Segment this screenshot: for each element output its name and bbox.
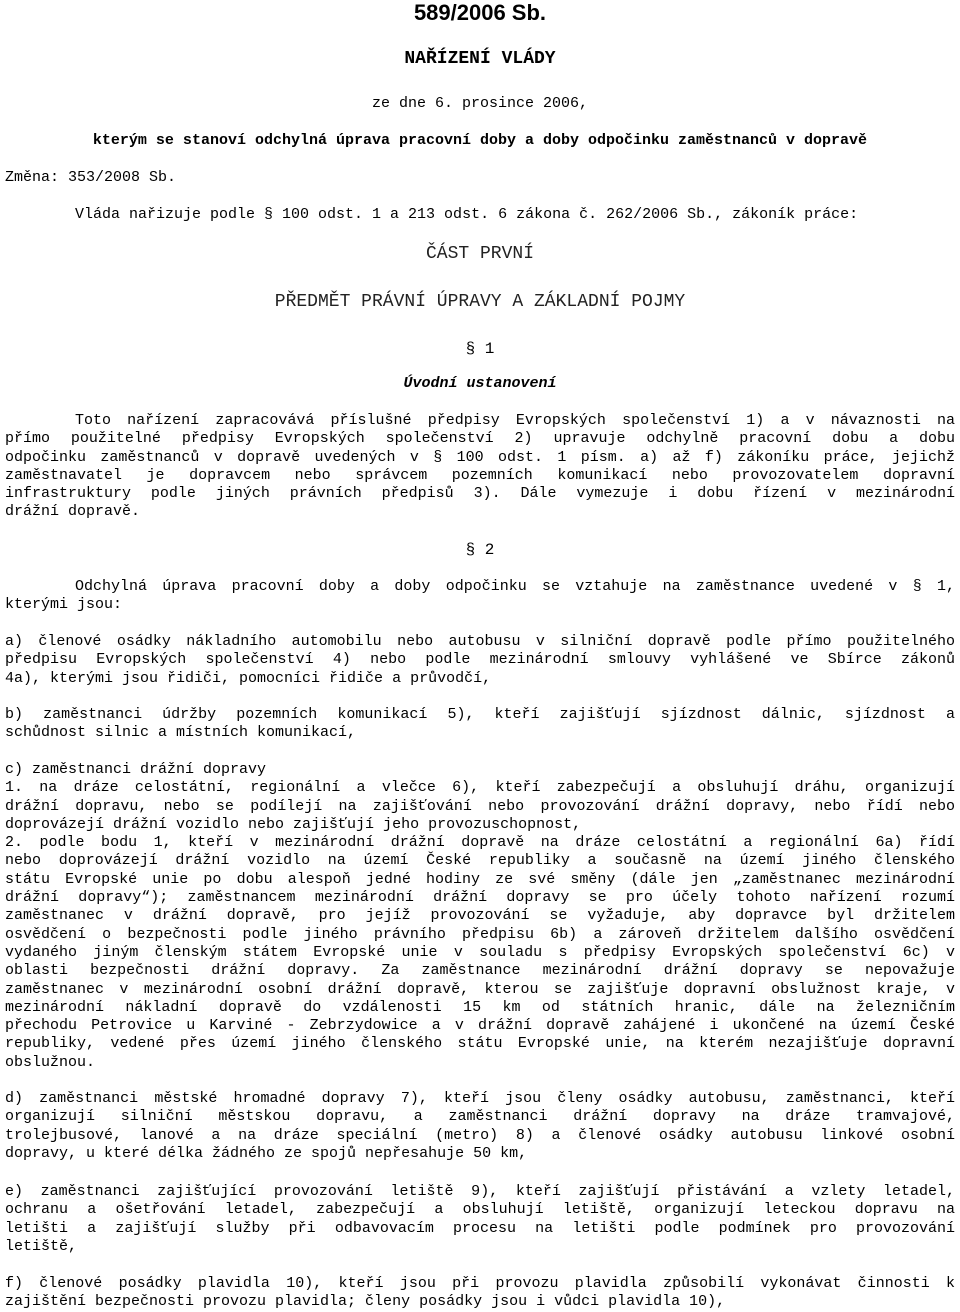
item-f <box>5 1275 955 1312</box>
text-line: b) zaměstnanci údržby pozemních komunikací 5), kteří zajišťují sjízdnost dálnic, sjízdnost a <box>5 706 955 723</box>
text-line: obslužnou. <box>5 1053 96 1071</box>
regulation-type: NAŘÍZENÍ VLÁDY <box>404 49 556 69</box>
text-line: dopravy, u které délka žádného ze spojů nepřesahuje 50 km, <box>5 1144 528 1162</box>
preamble: Vláda nařizuje podle § 100 odst. 1 a 213 odst. 6 zákona č. 262/2006 Sb., zákoník práce: <box>75 206 859 223</box>
section-1-sign: § 1 <box>465 340 495 358</box>
text-line: a) členové osádky nákladního automobilu nebo autobusu v silniční dopravě podle přímo použitelného <box>5 633 955 650</box>
text-line: doprovázejí drážní vozidlo nebo zajišťují jeho provozuschopnost, <box>5 815 582 833</box>
text-line: 4a), kterými jsou řidiči, pomocníci řidiče a průvodčí, <box>5 669 492 687</box>
text-line: republiky, vedené přes území jiného členského státu Evropské unie, na kterém nezajišťuje dopravní <box>5 1035 955 1053</box>
text-line: letiště, <box>5 1237 78 1255</box>
text-line: státu Evropské unie po dobu alespoň jedné hodiny ze své směny (dále jen „zaměstnanec mezinárodní <box>5 870 955 888</box>
text-line: zajištění bezpečnosti provozu plavidla; členy posádky jsou i vůdci plavidla 10), <box>5 1293 726 1311</box>
text-line: ochranu a ošetřování letadel, zabezpečují a obsluhují letiště, organizují leteckou dopravu na <box>5 1201 955 1219</box>
regulation-number: 589/2006 Sb. <box>413 0 547 25</box>
text-line: kterými jsou: <box>5 596 123 614</box>
text-line: f) členové posádky plavidla 10), kteří jsou při provozu plavidla způsobilí vykonávat činnosti k <box>5 1275 955 1292</box>
text-line: drážní dopravu, nebo se podílejí na zajišťování nebo provozování drážní dopravy, nebo řídí nebo <box>5 797 955 815</box>
section-2-sign: § 2 <box>465 541 495 559</box>
text-line: 1. na dráze celostátní, regionální a vlečce 6), kteří zabezpečují a obsluhují dráhu, organizují <box>5 779 955 797</box>
text-line: d) zaměstnanci městské hromadné dopravy 7), kteří jsou členy osádky autobusu, zaměstnanci, kteří <box>5 1090 955 1107</box>
text-line: zaměstnavatel je dopravcem nebo správcem pozemních komunikací nebo provozovatelem dopravní <box>5 466 955 484</box>
text-line: e) zaměstnanci zajišťující provozování letiště 9), kteří zajišťují přistávání a vzlety letadel, <box>5 1183 955 1200</box>
section-1-text <box>5 412 955 522</box>
text-line: mezinárodní nákladní dopravě do vzdálenosti 15 km od státních hranic, dále na železničním <box>5 998 955 1016</box>
item-d <box>5 1090 955 1163</box>
text-line: c) zaměstnanci drážní dopravy <box>5 761 267 778</box>
text-line: přechodu Petrovice u Karviné - Zebrzydowice a v drážní dopravě zahájené i ukončené na území České <box>5 1017 955 1035</box>
regulation-date: ze dne 6. prosince 2006, <box>371 95 589 112</box>
text-line: zaměstnanec v mezinárodní osobní drážní dopravě, kterou se zajišťuje dopravní obslužnost kraje, v <box>5 980 955 998</box>
item-a <box>5 633 955 688</box>
text-line: drážní dopravě. <box>5 503 141 521</box>
text-line: předpisu Evropských společenství 4) nebo podle mezinárodní smlouvy vyhlášené ve Sbírce zákonů <box>5 651 955 669</box>
part-subtitle: PŘEDMĚT PRÁVNÍ ÚPRAVY A ZÁKLADNÍ POJMY <box>274 292 686 312</box>
text-line: schůdnost silnic a místních komunikací, <box>5 724 357 742</box>
item-c <box>5 761 955 1072</box>
text-line: drážní dopravy“); zaměstnancem mezinárodní drážní dopravy se pro účely tohoto nařízení rozumí <box>5 889 955 907</box>
section-1-title: Úvodní ustanovení <box>403 375 557 392</box>
text-line: organizují silniční městskou dopravu, a zaměstnanci drážní dopravy na dráze tramvajové, <box>5 1108 955 1126</box>
text-line: Odchylná úprava pracovní doby a doby odpočinku se vztahuje na zaměstnance uvedené v § 1, <box>75 578 955 595</box>
text-line: přímo použitelné předpisy Evropských společenství 2) upravuje odchylně pracovní dobu a dobu <box>5 430 955 448</box>
text-line: osvědčení o bezpečnosti podle jiného právního předpisu 6b) a zároveň držitelem dalšího osvědčení <box>5 925 955 943</box>
section-2-intro <box>5 578 955 615</box>
text-line: trolejbusové, lanové a na dráze speciální (metro) 8) a členové osádky autobusu linkové osobní <box>5 1126 955 1144</box>
text-line: zaměstnanec v drážní dopravě, pro jejíž provozování se vyžaduje, aby dopravce byl držitelem <box>5 907 955 925</box>
regulation-subject: kterým se stanoví odchylná úprava pracovní doby a doby odpočinku zaměstnanců v dopravě <box>92 132 868 149</box>
text-line: Toto nařízení zapracovává příslušné předpisy Evropských společenství 1) a v návaznosti na <box>75 412 955 429</box>
text-line: 2. podle bodu 1, kteří v mezinárodní drážní dopravě na dráze celostátní a regionální 6a) řídí <box>5 834 955 852</box>
text-line: nebo doprovázejí drážní vozidlo na území České republiky a současně na území jiného členského <box>5 852 955 870</box>
text-line: oblasti bezpečnosti drážní dopravy. Za zaměstnance mezinárodní drážní dopravy se nepovažuje <box>5 962 955 980</box>
text-line: infrastruktury podle jiných právních předpisů 3). Dále vymezuje i dobu řízení v mezinárodní <box>5 485 955 503</box>
item-e <box>5 1183 955 1256</box>
text-line: vydaného jiným členským státem Evropské unie v souladu s předpisy Evropských společenství 6c) v <box>5 943 955 961</box>
text-line: odpočinku zaměstnanců v dopravě uvedených v § 100 odst. 1 písm. a) až f) zákoníku práce, jejichž <box>5 448 955 466</box>
amendment-note: Změna: 353/2008 Sb. <box>5 169 177 186</box>
text-line: letišti a zajišťují služby při odbavovacím procesu na letišti podle podmínek pro provozování <box>5 1219 955 1237</box>
item-b <box>5 706 955 743</box>
part-title: ČÁST PRVNÍ <box>425 244 535 264</box>
